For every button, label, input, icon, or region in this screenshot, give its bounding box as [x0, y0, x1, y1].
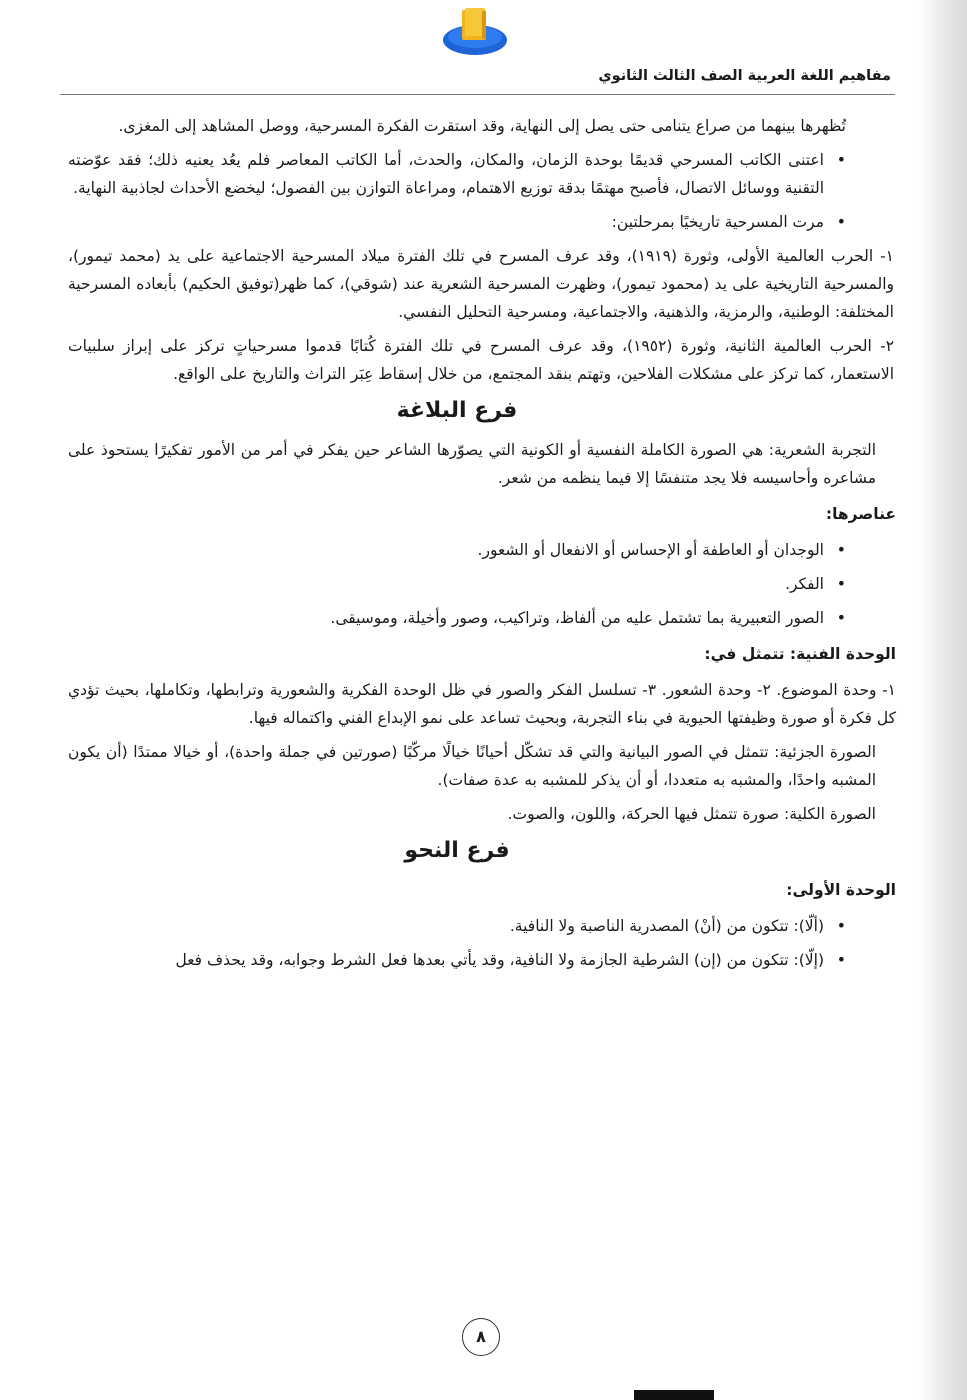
grammar-item: • (إلّا): تتكون من (إن) الشرطية الجازمة ولا النافية، وقد يأتي بعدها فعل الشرط وجوابه، وقد يحذف فعل [68, 946, 846, 974]
bottom-edge-tab [634, 1390, 714, 1400]
artistic-unity-title: الوحدة الفنية: تتمثل في: [704, 645, 896, 663]
grammar-item: • (ألّا): تتكون من (أنْ) المصدرية الناصبة ولا النافية. [68, 912, 846, 940]
total-image-paragraph: الصورة الكلية: صورة تتمثل فيها الحركة، واللون، والصوت. [507, 805, 876, 823]
artistic-unity-text: ١- وحدة الموضوع. ٢- وحدة الشعور. ٣- تسلسل الفكر والصور في ظل الوحدة الفكرية والشعورية وترابطها، وتكاملها، بحيث تؤدي كل فكرة أو صورة وظيفتها الحيوية في بناء التجربة، وبحيث تساعد على نمو الإبداع الفني واكتماله فيها. [68, 681, 896, 727]
drama-stage-one: ١- الحرب العالمية الأولى، وثورة (١٩١٩)، وقد عرف المسرح في تلك الفترة ميلاد المسرحية الاجتماعية على يد (محمد تيمور)، والمسرحية التاريخية على يد (محمود تيمور)، وظهرت المسرحية الشعرية عند (شوقي)، كما ظهر(توفيق الحكيم) بأبعاده المسرحية المختلفة: الوطنية، والرمزية، والذهنية، والاجتماعية، ومسرحية التحليل النفسي. [68, 247, 894, 321]
element-item: • الوجدان أو العاطفة أو الإحساس أو الانفعال أو الشعور. [68, 536, 846, 564]
page-content [68, 112, 896, 980]
elements-title: عناصرها: [825, 505, 896, 523]
drama-bullet-stages: • مرت المسرحية تاريخيًا بمرحلتين: [68, 208, 846, 236]
element-item: • الفكر. [68, 570, 846, 598]
balagha-heading: فرع البلاغة [396, 398, 518, 423]
poetic-experience-definition: التجربة الشعرية: هي الصورة الكاملة النفسية أو الكونية التي يصوّرها الشاعر حين يفكر في أمر من الأمور تفكيرًا يستحوذ على مشاعره وأحاسيسه فلا يجد متنفسًا إلا فيما ينظمه من شعر. [68, 441, 876, 487]
drama-stage-two: ٢- الحرب العالمية الثانية، وثورة (١٩٥٢)، وقد عرف المسرح في تلك الفترة كُتابًا قدموا مسرحياتٍ تركز على إبراز سلبيات الاستعمار، كما تركز على مشكلات الفلاحين، وتهتم بنقد المجتمع، من خلال إسقاط عِبَر التراث والتاريخ على الواقع. [68, 337, 895, 383]
unit-one-title: الوحدة الأولى: [786, 881, 896, 899]
page-number: ٨ [462, 1318, 500, 1356]
header-title: مفاهيم اللغة العربية الصف الثالث الثانوي [598, 68, 891, 84]
drama-intro-paragraph: تُظهرها بينهما من صراع يتنامى حتى يصل إلى النهاية، وقد استقرت الفكرة المسرحية، ووصل المشاهد إلى المغزى. [118, 117, 846, 135]
partial-image-paragraph: الصورة الجزئية: تتمثل في الصور البيانية والتي قد تشكّل أحيانًا خيالًا مركّبًا (صورتين في جملة واحدة)، أو خيالا ممتدًا (أن يكون المشبه واحدًا، والمشبه به متعددا، أو أن يذكر للمشبه به عدة صفات). [68, 743, 876, 789]
nahw-heading: فرع النحو [404, 838, 510, 863]
page-header [60, 64, 895, 95]
page-edge-shadow [919, 0, 967, 1400]
element-item: • الصور التعبيرية بما تشتمل عليه من ألفاظ، وتراكيب، وصور وأخيلة، وموسيقى. [68, 604, 846, 632]
book-logo-icon [442, 4, 508, 56]
drama-bullet-unity: • اعتنى الكاتب المسرحي قديمًا بوحدة الزمان، والمكان، والحدث، أما الكاتب المعاصر فلم يعُد يعنيه ذلك؛ فقد عوّضته التقنية ووسائل الاتصال، فأصبح مهتمًا بدقة توزيع الاهتمام، ومراعاة التوازن بين الفصول؛ ليخضع الأحداث لجاذبية النهاية. [68, 146, 846, 202]
